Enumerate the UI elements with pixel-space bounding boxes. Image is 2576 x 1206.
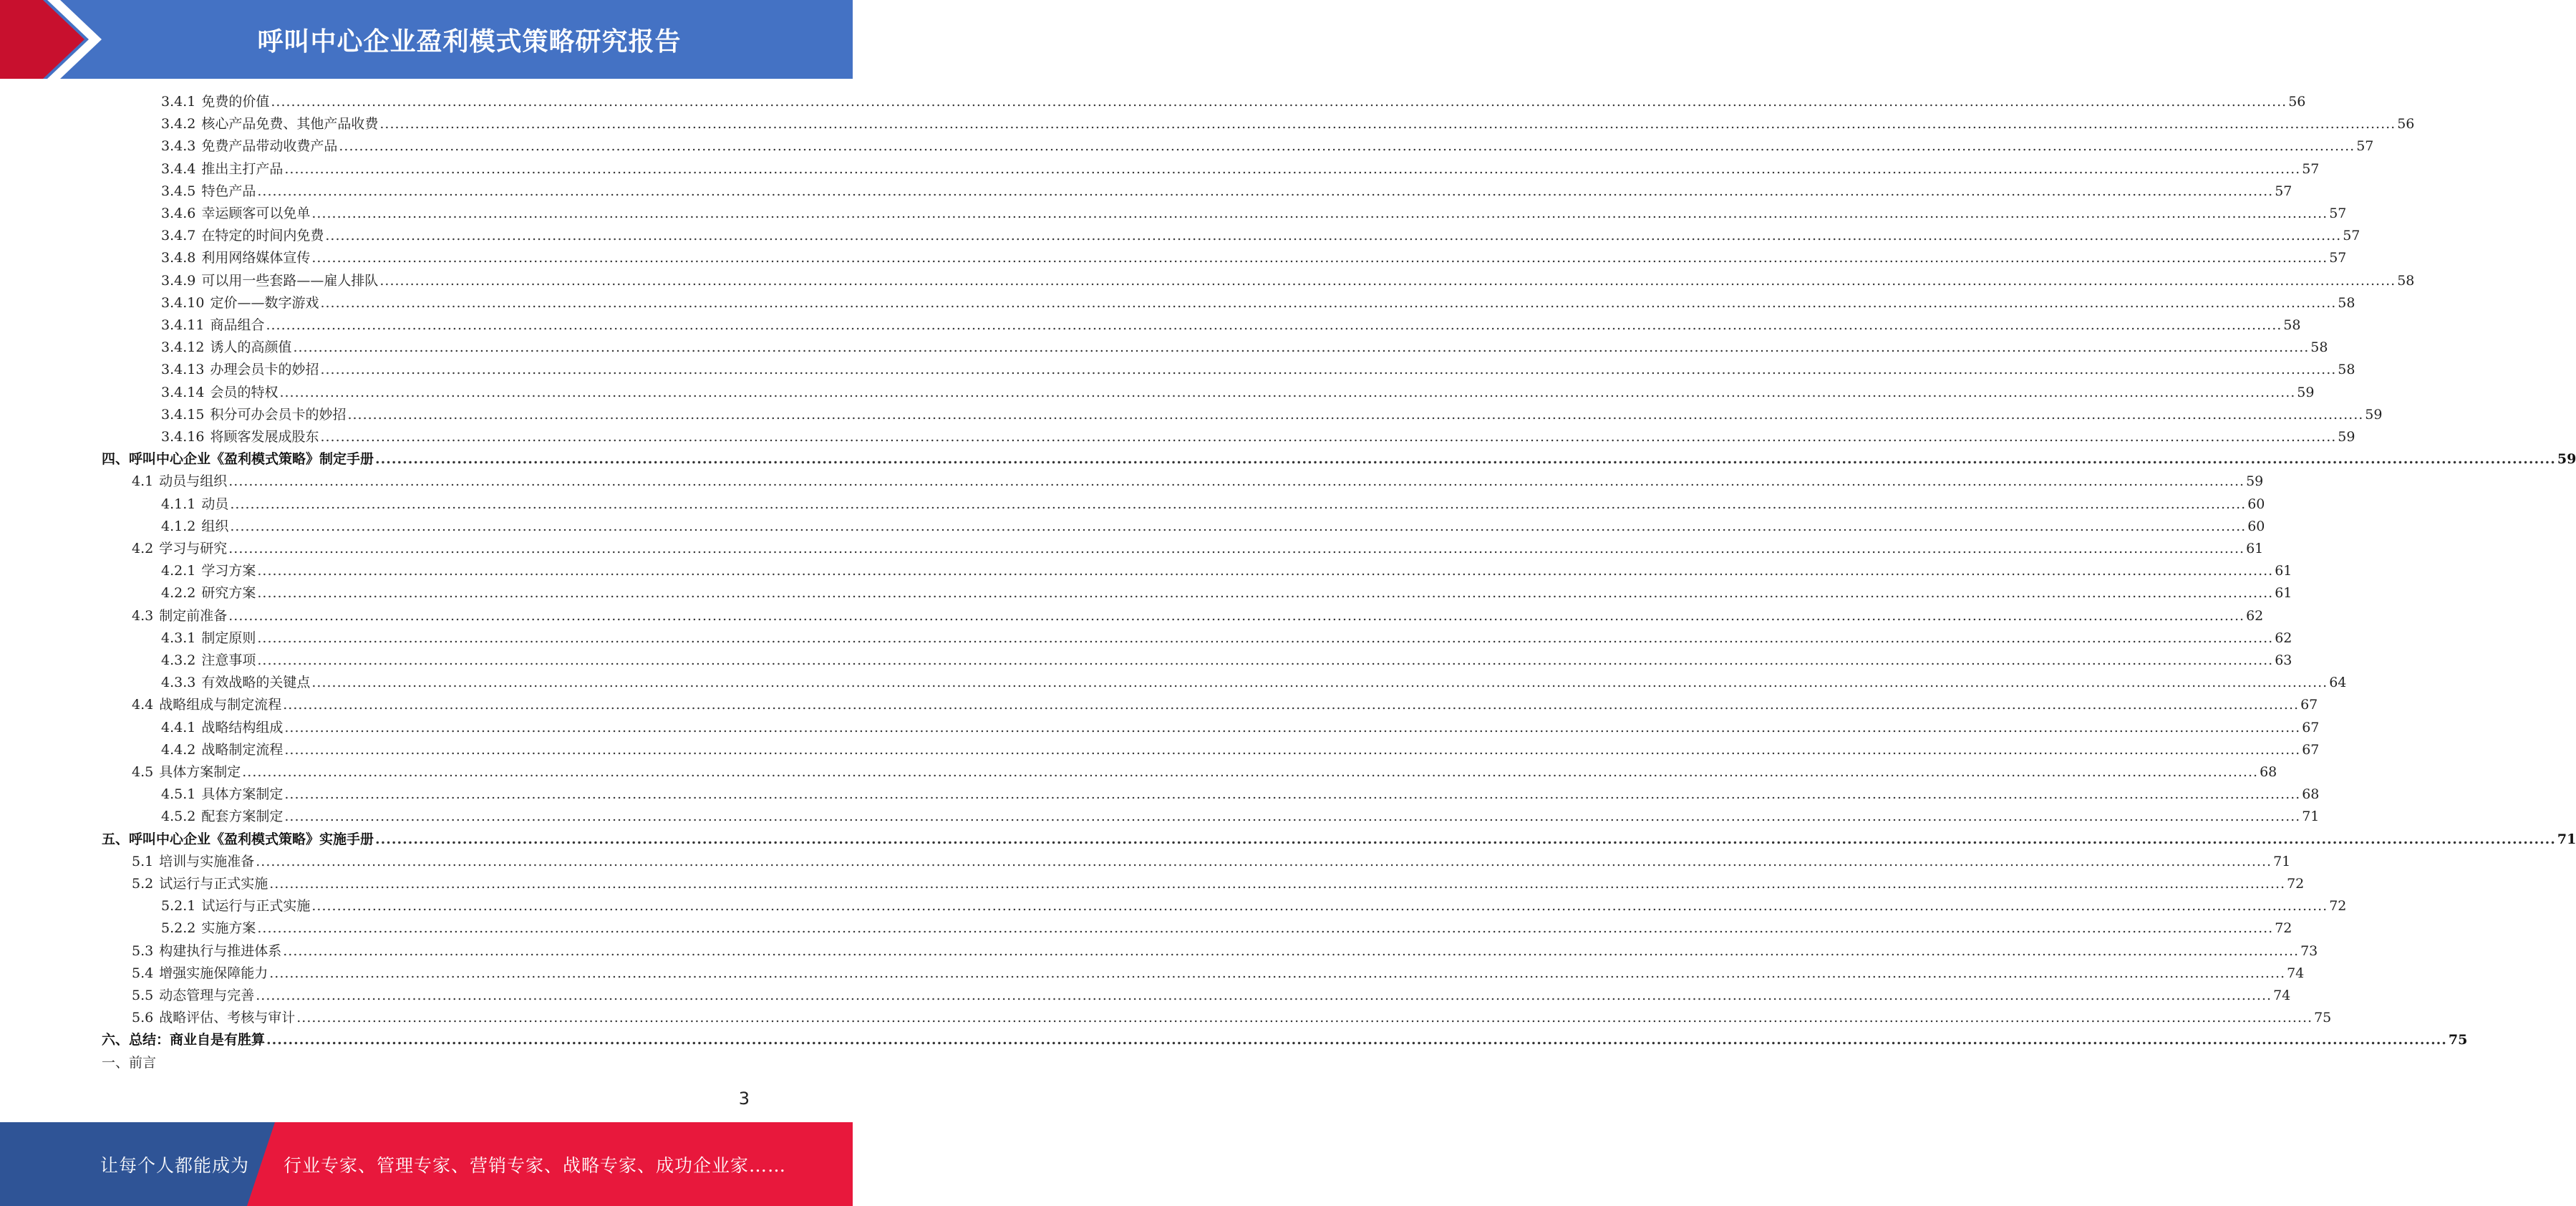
toc-entry-number: 5.3 [132,942,154,959]
toc-entry-number: 3.4.14 [161,384,205,400]
toc-entry-page: 72 [2275,920,2292,937]
toc-entry-page: 71 [2557,831,2576,847]
toc-entry-page: 73 [2300,942,2318,959]
page-number: 3 [738,1089,750,1109]
page-footer [0,1122,853,1206]
toc-entry-number: 4.4.1 [161,719,196,735]
toc-leader-dots: ................................................................................................................................................................................................................................................................................................................................................................................................................ [228,473,2245,490]
toc-entry[interactable] [102,1029,2468,1051]
toc-entry-title: 办理会员卡的妙招 [210,362,319,378]
toc-entry-page: 61 [2275,585,2292,602]
toc-leader-dots: ................................................................................................................................................................................................................................................................................................................................................................................................................ [257,563,2274,579]
toc-leader-dots: ................................................................................................................................................................................................................................................................................................................................................................................................................ [296,1010,2313,1026]
toc-entry-title: 利用网络媒体宣传 [201,250,311,266]
toc-entry[interactable] [161,426,2355,448]
toc-entry[interactable] [161,582,2292,604]
toc-entry-page: 59 [2246,473,2264,490]
toc-leader-dots: ................................................................................................................................................................................................................................................................................................................................................................................................................ [320,362,2337,378]
toc-entry-title: 在特定的时间内免费 [201,228,324,244]
toc-entry-title: 四、呼叫中心企业《盈利模式策略》制定手册 [102,451,374,468]
toc-entry[interactable] [161,493,2265,516]
toc-entry[interactable] [161,717,2320,739]
toc-entry[interactable] [161,627,2292,650]
toc-entry[interactable] [132,873,2305,895]
toc-leader-dots: ................................................................................................................................................................................................................................................................................................................................................................................................................ [320,294,2337,311]
toc-entry-number: 4.3 [132,607,154,624]
toc-entry-number: 4.4 [132,697,154,713]
toc-entry-title: 战略制定流程 [201,741,284,758]
toc-leader-dots: ................................................................................................................................................................................................................................................................................................................................................................................................................ [257,183,2274,199]
toc-entry-number: 5.2.2 [161,920,196,937]
toc-leader-dots: ................................................................................................................................................................................................................................................................................................................................................................................................................ [379,116,2396,132]
toc-entry[interactable] [161,650,2292,672]
toc-entry-title: 五、呼叫中心企业《盈利模式策略》实施手册 [102,831,374,847]
toc-entry[interactable] [132,985,2291,1007]
toc-entry-title: 学习方案 [201,563,256,579]
toc-entry[interactable] [161,314,2301,337]
toc-entry-page: 58 [2283,317,2301,333]
toc-entry-page: 57 [2302,160,2320,177]
toc-entry[interactable] [161,158,2320,180]
toc-entry-page: 57 [2329,206,2347,221]
toc-entry-title: 诱人的高颜值 [210,339,292,356]
toc-entry-title: 特色产品 [201,183,256,199]
toc-entry-title: 免费产品带动收费产品 [201,138,338,155]
toc-entry[interactable] [161,404,2383,426]
toc-leader-dots: ................................................................................................................................................................................................................................................................................................................................................................................................................ [325,228,2342,244]
toc-entry[interactable] [102,1052,156,1074]
toc-entry[interactable] [161,516,2265,538]
toc-entry-number: 5.2 [132,876,154,892]
toc-entry[interactable] [161,739,2320,761]
toc-leader-dots: ................................................................................................................................................................................................................................................................................................................................................................................................................ [284,719,2301,735]
toc-entry-number: 4.1.2 [161,518,196,534]
toc-entry-page: 59 [2338,429,2355,445]
toc-entry-number: 4.2 [132,541,154,556]
toc-entry[interactable] [161,672,2347,694]
toc-entry-title: 将顾客发展成股东 [210,429,319,445]
toc-entry-page: 59 [2557,451,2576,468]
toc-entry-page: 60 [2247,518,2265,534]
toc-entry-page: 59 [2297,384,2315,400]
toc-entry-number: 3.4.12 [161,339,205,356]
toc-entry-title: 试运行与正式实施 [159,876,268,892]
toc-entry-page: 74 [2273,988,2291,1003]
toc-entry-title: 构建执行与推进体系 [159,942,282,959]
toc-entry-page: 58 [2397,272,2415,289]
toc-entry-title: 定价——数字游戏 [210,294,319,311]
toc-entry-title: 积分可办会员卡的妙招 [210,406,347,423]
toc-entry[interactable] [161,113,2415,135]
toc-entry-title: 学习与研究 [159,541,228,556]
toc-entry[interactable] [161,895,2347,917]
toc-entry-title: 幸运顾客可以免单 [201,206,311,221]
toc-entry[interactable] [102,448,2576,471]
toc-entry-title: 实施方案 [201,920,256,937]
toc-leader-dots: ................................................................................................................................................................................................................................................................................................................................................................................................................ [311,250,2328,266]
footer-slogan-right: 行业专家、管理专家、营销专家、战略专家、成功企业家…… [284,1154,787,1176]
toc-entry-title: 战略评估、考核与审计 [159,1010,296,1026]
toc-leader-dots: ................................................................................................................................................................................................................................................................................................................................................................................................................ [256,853,2272,869]
toc-entry-number: 3.4.15 [161,406,205,423]
toc-leader-dots: ................................................................................................................................................................................................................................................................................................................................................................................................................ [283,697,2300,713]
toc-leader-dots: ................................................................................................................................................................................................................................................................................................................................................................................................................ [257,920,2274,937]
toc-entry-title: 商品组合 [210,317,265,333]
toc-entry-number: 4.2.1 [161,563,196,579]
footer-slogan-left: 让每个人都能成为 [100,1154,250,1176]
toc-entry-page: 58 [2338,294,2355,311]
toc-entry-number: 4.2.2 [161,585,196,602]
toc-entry-page: 71 [2273,853,2291,869]
toc-entry[interactable] [161,382,2315,404]
toc-entry-page: 60 [2247,496,2265,512]
toc-entry-title: 会员的特权 [210,384,279,400]
toc-entry-page: 57 [2356,138,2374,155]
toc-entry-page: 57 [2329,250,2347,266]
toc-entry-title: 战略结构组成 [201,719,284,735]
toc-entry[interactable] [161,203,2347,225]
toc-entry-page: 72 [2329,898,2347,915]
toc-leader-dots: ................................................................................................................................................................................................................................................................................................................................................................................................................ [284,160,2301,177]
toc-leader-dots: ................................................................................................................................................................................................................................................................................................................................................................................................................ [375,451,2556,468]
toc-entry-number: 3.4.2 [161,116,196,132]
toc-entry-page: 74 [2287,965,2305,981]
toc-entry-title: 六、总结：商业自是有胜算 [102,1032,266,1048]
toc-leader-dots: ................................................................................................................................................................................................................................................................................................................................................................................................................ [257,652,2274,668]
toc-entry-title: 组织 [201,518,229,534]
toc-entry-number: 4.5.1 [161,786,196,803]
toc-entry-number: 5.5 [132,988,154,1003]
toc-entry-number: 3.4.8 [161,250,196,266]
toc-leader-dots: ................................................................................................................................................................................................................................................................................................................................................................................................................ [293,339,2310,356]
toc-leader-dots: ................................................................................................................................................................................................................................................................................................................................................................................................................ [257,629,2274,646]
toc-entry-page: 62 [2246,607,2264,624]
toc-entry[interactable] [161,783,2320,806]
toc-entry-page: 62 [2275,629,2292,646]
toc-entry-number: 3.4.10 [161,294,205,311]
toc-entry[interactable] [132,940,2318,963]
toc-entry-page: 61 [2246,541,2264,556]
toc-entry-page: 57 [2343,228,2360,244]
toc-leader-dots: ................................................................................................................................................................................................................................................................................................................................................................................................................ [230,496,2247,512]
toc-entry-number: 4.3.1 [161,629,196,646]
toc-entry-number: 4.1.1 [161,496,196,512]
toc-entry-number: 5.2.1 [161,898,196,915]
toc-entry-page: 68 [2260,764,2277,780]
toc-leader-dots: ................................................................................................................................................................................................................................................................................................................................................................................................................ [284,809,2301,825]
toc-entry[interactable] [132,605,2264,627]
toc-entry-page: 64 [2329,675,2347,691]
toc-entry-page: 67 [2302,719,2320,735]
toc-entry-title: 可以用一些套路——雇人排队 [201,272,379,289]
toc-leader-dots: ................................................................................................................................................................................................................................................................................................................................................................................................................ [256,988,2272,1003]
toc-entry[interactable] [132,963,2305,985]
toc-entry-page: 75 [2448,1032,2468,1048]
toc-entry-page: 72 [2287,876,2305,892]
toc-entry-number: 4.3.2 [161,652,196,668]
toc-entry-number: 3.4.5 [161,183,196,199]
toc-entry-title: 有效战略的关键点 [201,675,311,691]
toc-entry[interactable] [161,180,2292,203]
toc-leader-dots: ................................................................................................................................................................................................................................................................................................................................................................................................................ [379,272,2396,289]
toc-entry-number: 3.4.13 [161,362,205,378]
toc-leader-dots: ................................................................................................................................................................................................................................................................................................................................................................................................................ [228,541,2245,556]
toc-entry-number: 4.5 [132,764,154,780]
toc-leader-dots: ................................................................................................................................................................................................................................................................................................................................................................................................................ [242,764,2259,780]
toc-leader-dots: ................................................................................................................................................................................................................................................................................................................................................................................................................ [320,429,2337,445]
toc-entry-number: 3.4.4 [161,160,196,177]
toc-entry-title: 推出主打产品 [201,160,284,177]
toc-leader-dots: ................................................................................................................................................................................................................................................................................................................................................................................................................ [230,518,2247,534]
toc-entry[interactable] [161,359,2355,381]
toc-entry[interactable] [132,1007,2332,1029]
toc-entry-number: 4.4.2 [161,741,196,758]
toc-entry[interactable] [132,694,2318,716]
toc-entry-title: 免费的价值 [201,94,270,110]
toc-entry[interactable] [161,806,2320,828]
toc-entry-number: 3.4.3 [161,138,196,155]
toc-entry-number: 5.1 [132,853,154,869]
toc-entry[interactable] [161,247,2347,269]
toc-leader-dots: ................................................................................................................................................................................................................................................................................................................................................................................................................ [228,607,2245,624]
toc-entry[interactable] [161,270,2415,292]
toc-entry[interactable] [161,225,2360,247]
toc-entry-number: 3.4.9 [161,272,196,289]
toc-entry-title: 一、前言 [102,1054,157,1071]
document-title: 呼叫中心企业盈利模式策略研究报告 [257,26,682,57]
toc-leader-dots: ................................................................................................................................................................................................................................................................................................................................................................................................................ [283,942,2300,959]
toc-entry-title: 战略组成与制定流程 [159,697,282,713]
toc-entry-number: 4.1 [132,473,154,490]
toc-entry-title: 动员与组织 [159,473,228,490]
toc-leader-dots: ................................................................................................................................................................................................................................................................................................................................................................................................................ [284,741,2301,758]
toc-leader-dots: ................................................................................................................................................................................................................................................................................................................................................................................................................ [311,898,2328,915]
toc-entry-page: 56 [2397,116,2415,132]
toc-leader-dots: ................................................................................................................................................................................................................................................................................................................................................................................................................ [271,94,2287,110]
toc-entry-page: 68 [2302,786,2320,803]
toc-leader-dots: ................................................................................................................................................................................................................................................................................................................................................................................................................ [257,585,2274,602]
toc-entry-title: 具体方案制定 [159,764,241,780]
toc-entry-title: 配套方案制定 [201,809,284,825]
toc-leader-dots: ................................................................................................................................................................................................................................................................................................................................................................................................................ [266,317,2282,333]
toc-entry-title: 增强实施保障能力 [159,965,268,981]
toc-entry-number: 5.4 [132,965,154,981]
toc-leader-dots: ................................................................................................................................................................................................................................................................................................................................................................................................................ [375,831,2556,847]
toc-entry-page: 67 [2300,697,2318,713]
toc-entry-page: 63 [2275,652,2292,668]
toc-entry[interactable] [132,761,2277,783]
toc-leader-dots: ................................................................................................................................................................................................................................................................................................................................................................................................................ [311,206,2328,221]
toc-leader-dots: ................................................................................................................................................................................................................................................................................................................................................................................................................ [347,406,2364,423]
toc-entry-page: 67 [2302,741,2320,758]
toc-entry-page: 58 [2338,362,2355,378]
toc-entry[interactable] [161,337,2328,359]
toc-leader-dots: ................................................................................................................................................................................................................................................................................................................................................................................................................ [311,675,2328,691]
toc-entry-title: 试运行与正式实施 [201,898,311,915]
toc-entry-page: 75 [2314,1010,2332,1026]
page-header [0,0,853,79]
toc-leader-dots: ................................................................................................................................................................................................................................................................................................................................................................................................................ [266,1032,2447,1048]
toc-entry-page: 58 [2310,339,2328,356]
toc-leader-dots: ................................................................................................................................................................................................................................................................................................................................................................................................................ [279,384,2296,400]
toc-entry-title: 动态管理与完善 [159,988,255,1003]
toc-entry[interactable] [102,829,2576,851]
toc-entry[interactable] [161,292,2355,314]
toc-entry-number: 3.4.16 [161,429,205,445]
toc-leader-dots: ................................................................................................................................................................................................................................................................................................................................................................................................................ [269,965,2286,981]
toc-entry-number: 5.6 [132,1010,154,1026]
toc-entry[interactable] [132,851,2291,873]
toc-entry-number: 4.3.3 [161,675,196,691]
toc-entry[interactable] [132,538,2264,560]
toc-entry-title: 动员 [201,496,229,512]
toc-entry[interactable] [161,91,2306,113]
toc-entry-number: 3.4.11 [161,317,205,333]
toc-entry-number: 3.4.1 [161,94,196,110]
toc-entry-page: 57 [2275,183,2292,199]
toc-entry-title: 具体方案制定 [201,786,284,803]
toc-entry-number: 3.4.7 [161,228,196,244]
toc-entry-page: 61 [2275,563,2292,579]
toc-entry[interactable] [161,917,2292,940]
toc-entry-number: 4.5.2 [161,809,196,825]
toc-leader-dots: ................................................................................................................................................................................................................................................................................................................................................................................................................ [339,138,2355,155]
toc-entry-title: 制定前准备 [159,607,228,624]
toc-entry-page: 56 [2288,94,2306,110]
toc-entry[interactable] [132,471,2264,493]
toc-entry-page: 71 [2302,809,2320,825]
toc-entry-title: 核心产品免费、其他产品收费 [201,116,379,132]
toc-entry-title: 研究方案 [201,585,256,602]
toc-entry-title: 制定原则 [201,629,256,646]
toc-entry-title: 培训与实施准备 [159,853,255,869]
toc-entry-page: 59 [2365,406,2383,423]
toc-leader-dots: ................................................................................................................................................................................................................................................................................................................................................................................................................ [284,786,2301,803]
toc-entry-title: 注意事项 [201,652,256,668]
toc-entry[interactable] [161,560,2292,582]
toc-leader-dots: ................................................................................................................................................................................................................................................................................................................................................................................................................ [269,876,2286,892]
toc-entry[interactable] [161,135,2374,158]
toc-entry-number: 3.4.6 [161,206,196,221]
